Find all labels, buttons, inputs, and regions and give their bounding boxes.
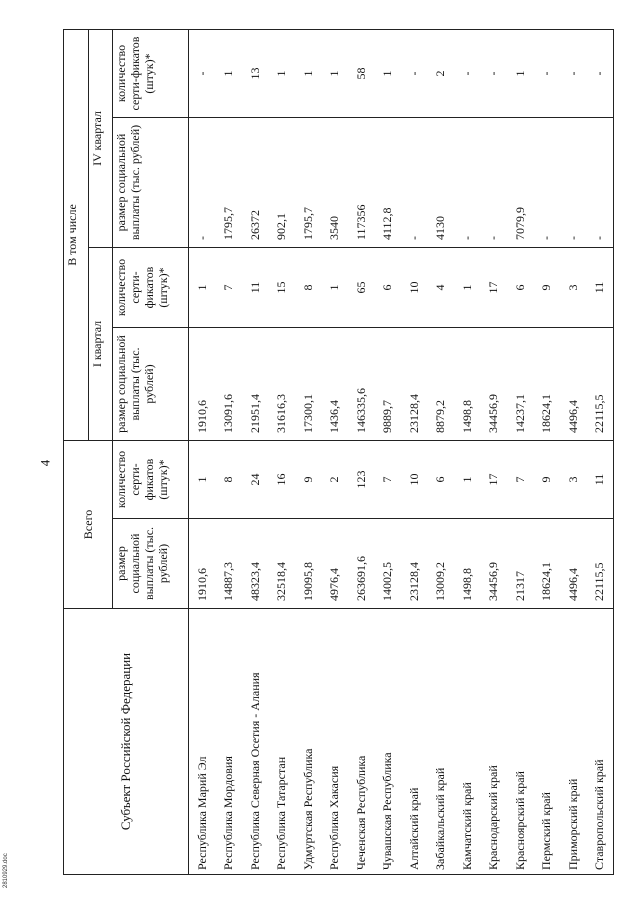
cell-total-count: 7 [375,441,402,519]
cell-q1-sum: 1436,4 [322,328,349,441]
cell-q4-count: - [560,30,587,118]
cell-q1-count: 3 [560,248,587,328]
table-row [242,30,269,875]
table-row [216,30,243,875]
cell-q1-sum: 4496,4 [560,328,587,441]
cell-total-count: 11 [587,441,614,519]
cell-total-count: 9 [534,441,561,519]
cell-total-sum: 32518,4 [269,519,296,609]
cell-total-sum: 4496,4 [560,519,587,609]
cell-total-sum: 14002,5 [375,519,402,609]
cell-total-count: 8 [216,441,243,519]
cell-q1-count: 7 [216,248,243,328]
cell-q4-count: - [401,30,428,118]
cell-q4-sum: - [401,118,428,248]
cell-q1-sum: 22115,5 [587,328,614,441]
cell-q4-sum: 1795,7 [295,118,322,248]
cell-subject: Республика Марий Эл [189,609,216,875]
cell-q4-count: - [534,30,561,118]
cell-q1-count: 6 [507,248,534,328]
cell-total-sum: 1910,6 [189,519,216,609]
cell-total-count: 9 [295,441,322,519]
cell-q4-sum: 3540 [322,118,349,248]
cell-q4-count: 1 [216,30,243,118]
cell-subject: Республика Татарстан [269,609,296,875]
cell-q1-count: 1 [322,248,349,328]
table-row [587,30,614,875]
table-row [428,30,455,875]
cell-total-count: 123 [348,441,375,519]
cell-q4-count: - [454,30,481,118]
rotated-table-container [63,30,630,875]
cell-q1-count: 17 [481,248,508,328]
table-row [534,30,561,875]
cell-q1-sum: 34456,9 [481,328,508,441]
page-number: 4 [37,459,53,467]
cell-total-sum: 18624,1 [534,519,561,609]
table-row [348,30,375,875]
table-header [64,30,189,875]
cell-q4-count: 1 [507,30,534,118]
cell-subject: Республика Мордовия [216,609,243,875]
cell-q1-sum: 9889,7 [375,328,402,441]
cell-q4-sum: 4112,8 [375,118,402,248]
cell-subject: Удмуртская Республика [295,609,322,875]
table-body [189,30,614,875]
cell-q1-count: 11 [242,248,269,328]
table-row [560,30,587,875]
cell-q1-count: 9 [534,248,561,328]
cell-subject: Чеченская Республика [348,609,375,875]
cell-subject: Республика Северная Осетия - Алания [242,609,269,875]
table-row [295,30,322,875]
header-q1-sum: размер социальной выплаты (тыс. рублей) [113,328,189,441]
cell-total-sum: 14887,3 [216,519,243,609]
cell-total-sum: 21317 [507,519,534,609]
cell-q1-sum: 146335,6 [348,328,375,441]
cell-total-count: 2 [322,441,349,519]
cell-total-sum: 19095,8 [295,519,322,609]
cell-total-count: 7 [507,441,534,519]
cell-q1-sum: 1910,6 [189,328,216,441]
cell-total-count: 1 [189,441,216,519]
table-row [454,30,481,875]
cell-q4-count: - [481,30,508,118]
cell-total-count: 6 [428,441,455,519]
header-q4-count: количество серти-фикатов (штук)* [113,30,189,118]
cell-subject: Камчатский край [454,609,481,875]
cell-subject: Алтайский край [401,609,428,875]
certificates-table [63,29,614,875]
cell-q1-sum: 21951,4 [242,328,269,441]
table-row [401,30,428,875]
cell-q1-sum: 14237,1 [507,328,534,441]
cell-q4-count: 13 [242,30,269,118]
cell-q1-count: 4 [428,248,455,328]
cell-q1-sum: 23128,4 [401,328,428,441]
cell-q1-sum: 17300,1 [295,328,322,441]
cell-q4-count: 1 [295,30,322,118]
cell-q1-count: 65 [348,248,375,328]
cell-q1-count: 15 [269,248,296,328]
cell-q1-sum: 8879,2 [428,328,455,441]
cell-total-count: 24 [242,441,269,519]
cell-q4-sum: - [481,118,508,248]
cell-subject: Красноярский край [507,609,534,875]
header-total-count: количество серти-фикатов (штук)* [113,441,189,519]
cell-subject: Пермский край [534,609,561,875]
cell-total-sum: 263691,6 [348,519,375,609]
cell-q4-sum: - [534,118,561,248]
cell-q4-sum: 902,1 [269,118,296,248]
cell-subject: Краснодарский край [481,609,508,875]
cell-q4-sum: 1795,7 [216,118,243,248]
cell-q4-sum: 26372 [242,118,269,248]
table-row [507,30,534,875]
cell-q4-count: 1 [375,30,402,118]
cell-total-sum: 34456,9 [481,519,508,609]
header-in-that-number: В том числе [64,30,89,441]
cell-q1-count: 11 [587,248,614,328]
cell-q4-count: - [189,30,216,118]
document-footer: 2810929.doc [3,853,9,888]
header-total: Всего [64,441,113,609]
header-q1: I квартал [89,248,113,441]
cell-q1-sum: 13091,6 [216,328,243,441]
cell-q4-sum: - [560,118,587,248]
cell-q1-sum: 18624,1 [534,328,561,441]
cell-q1-sum: 1498,8 [454,328,481,441]
cell-subject: Чувашская Республика [375,609,402,875]
table-row [189,30,216,875]
cell-total-count: 17 [481,441,508,519]
cell-q4-sum: - [189,118,216,248]
cell-q1-count: 10 [401,248,428,328]
cell-subject: Республика Хакасия [322,609,349,875]
cell-q1-count: 1 [454,248,481,328]
table-row [322,30,349,875]
header-q1-count: количество серти-фикатов (штук)* [113,248,189,328]
cell-q4-count: - [587,30,614,118]
cell-q1-count: 6 [375,248,402,328]
cell-total-sum: 4976,4 [322,519,349,609]
cell-q1-count: 8 [295,248,322,328]
table-row [269,30,296,875]
cell-q4-count: 58 [348,30,375,118]
header-q4: IV квартал [89,30,113,248]
cell-q4-sum: 117356 [348,118,375,248]
cell-q4-sum: 7079,9 [507,118,534,248]
cell-q4-sum: 4130 [428,118,455,248]
cell-q4-sum: - [454,118,481,248]
cell-q1-sum: 31616,3 [269,328,296,441]
cell-q4-count: 2 [428,30,455,118]
cell-total-count: 3 [560,441,587,519]
cell-subject: Ставропольский край [587,609,614,875]
header-subject: Субъект Российской Федерации [64,609,189,875]
cell-total-sum: 1498,8 [454,519,481,609]
cell-total-count: 10 [401,441,428,519]
cell-total-sum: 23128,4 [401,519,428,609]
header-q4-sum: размер социальной выплаты (тыс. рублей) [113,118,189,248]
header-total-sum: размер социальной выплаты (тыс. рублей) [113,519,189,609]
cell-subject: Забайкальский край [428,609,455,875]
cell-subject: Приморский край [560,609,587,875]
cell-total-count: 1 [454,441,481,519]
table-row [481,30,508,875]
cell-total-sum: 48323,4 [242,519,269,609]
cell-q4-count: 1 [269,30,296,118]
cell-q4-sum: - [587,118,614,248]
cell-total-count: 16 [269,441,296,519]
cell-q1-count: 1 [189,248,216,328]
cell-q4-count: 1 [322,30,349,118]
table-row [375,30,402,875]
cell-total-sum: 22115,5 [587,519,614,609]
cell-total-sum: 13009,2 [428,519,455,609]
